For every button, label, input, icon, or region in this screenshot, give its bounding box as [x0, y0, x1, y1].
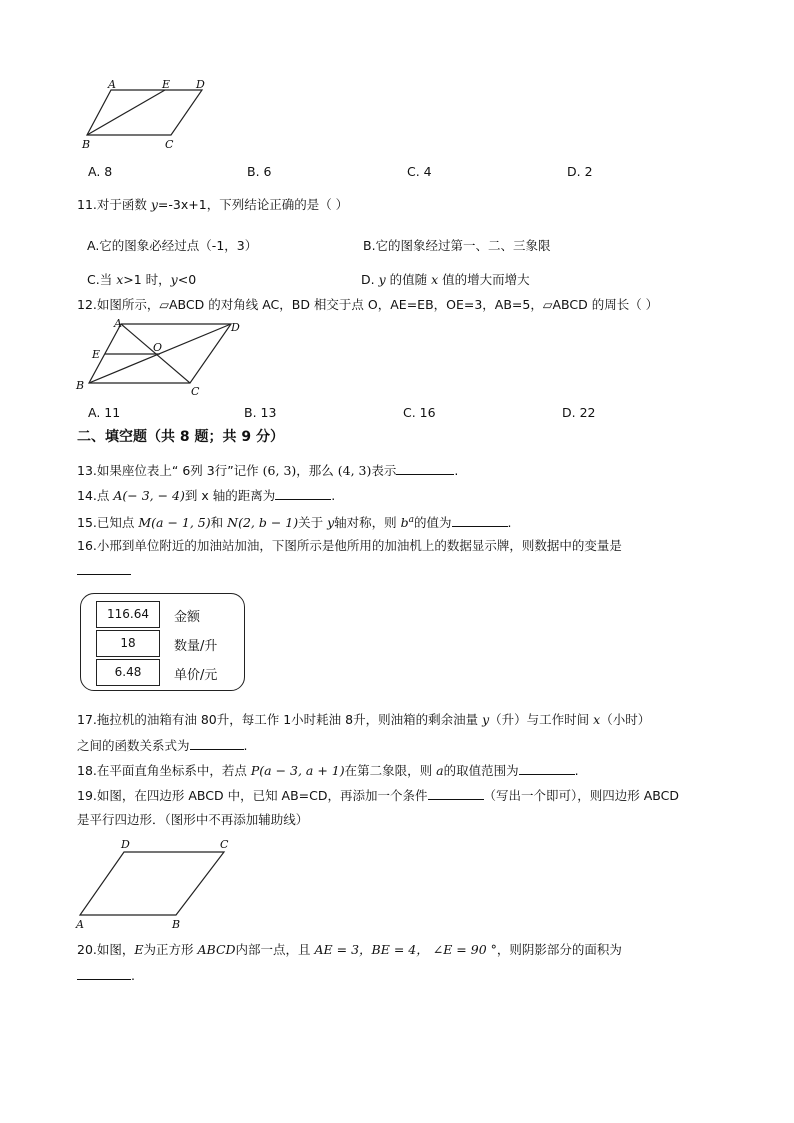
q17-stem-line1: 17.拖拉机的油箱有油 80升，每工作 1小时耗油 8升，则油箱的剩余油量 y（升）与工作时间 x（小时） — [77, 712, 651, 727]
q19-stem-line1: 19.如图，在四边形 ABCD 中，已知 AB=CD，再添加一个条件 （写出一个即可），则四边形 ABCD — [77, 788, 679, 803]
q10-parallelogram-shape — [87, 90, 202, 135]
q19-label-b: B — [172, 918, 181, 931]
q16-amount-value: 116.64 — [96, 601, 160, 628]
q17-stem-line2: 之间的函数关系式为 . — [77, 738, 248, 753]
q16-unit-price-label: 单价/元 — [174, 668, 218, 683]
q18-answer-blank[interactable] — [519, 761, 575, 775]
q11-option-b: B.它的图象经过第一、二、三象限 — [363, 238, 551, 253]
q10-parallelogram-figure — [78, 78, 218, 150]
q12-label-e: E — [92, 348, 101, 361]
q14-answer-blank[interactable] — [275, 486, 331, 500]
q19-answer-blank[interactable] — [428, 786, 484, 800]
q12-option-d: D. 22 — [562, 405, 596, 420]
q12-label-b: B — [76, 379, 85, 392]
q17-answer-blank[interactable] — [190, 736, 244, 750]
q11-option-a: A.它的图象必经过点（-1，3） — [87, 238, 258, 253]
q10-label-e: E — [162, 78, 171, 91]
q12-parallelogram-figure — [72, 315, 252, 400]
q19-label-d: D — [121, 838, 130, 851]
q12-label-c: C — [191, 385, 200, 398]
q20-stem: 20.如图，E为正方形 ABCD内部一点，且 AE = 3，BE = 4， ∠E = 90 °，则阴影部分的面积为 — [77, 942, 622, 957]
q10-label-c: C — [165, 138, 174, 150]
q13-stem: 13.如果座位表上“ 6列 3行”记作 (6, 3)，那么 (4, 3)表示 . — [77, 463, 459, 478]
q13-answer-blank[interactable] — [396, 461, 454, 475]
q19-quadrilateral-shape — [80, 852, 224, 915]
q11-option-c: C.当 x>1 时，y<0 — [87, 272, 197, 287]
q18-stem: 18.在平面直角坐标系中，若点 P(a − 3, a + 1)在第二象限，则 a的取值范围为 . — [77, 763, 579, 778]
q10-label-b: B — [82, 138, 91, 150]
q16-amount-label: 金额 — [174, 610, 201, 625]
q16-answer-blank[interactable] — [77, 561, 131, 575]
q10-option-c: C. 4 — [407, 164, 432, 179]
q10-option-a: A. 8 — [88, 164, 113, 179]
q15-stem: 15.已知点 M(a − 1, 5)和 N(2, b − 1)关于 y轴对称，则 $b^a$的值为 . — [77, 515, 512, 531]
q10-label-d: D — [196, 78, 205, 91]
q12-label-o: O — [153, 341, 163, 354]
q12-stem: 12.如图所示，▱ABCD 的对角线 AC，BD 相交于点 O，AE=EB，OE=3，AB=5，▱ABCD 的周长（ ） — [77, 297, 659, 312]
q16-fuel-display-panel — [80, 593, 245, 691]
q10-label-a: A — [108, 78, 116, 91]
q16-quantity-label: 数量/升 — [174, 639, 218, 654]
q16-unit-price-value: 6.48 — [96, 659, 160, 686]
section-title-fill-in: 二、填空题（共 8 题；共 9 分） — [77, 429, 284, 445]
q12-option-a: A. 11 — [88, 405, 121, 420]
q12-label-d: D — [231, 321, 240, 334]
q11-stem: 11.对于函数 y=-3x+1，下列结论正确的是（ ） — [77, 197, 349, 212]
q19-quadrilateral-figure — [72, 835, 242, 935]
q16-quantity-value: 18 — [96, 630, 160, 657]
q20-answer-line: . — [77, 966, 135, 985]
q19-label-c: C — [220, 838, 229, 851]
q20-answer-blank[interactable] — [77, 966, 131, 980]
q10-option-d: D. 2 — [567, 164, 593, 179]
q12-label-a: A — [114, 317, 122, 330]
q12-option-b: B. 13 — [244, 405, 277, 420]
q12-option-c: C. 16 — [403, 405, 436, 420]
q19-label-a: A — [76, 918, 84, 931]
q19-stem-line2: 是平行四边形．（图形中不再添加辅助线） — [77, 812, 309, 827]
q15-answer-blank[interactable] — [452, 513, 508, 527]
q16-stem: 16.小邢到单位附近的加油站加油，下图所示是他所用的加油机上的数据显示牌，则数据中的变量是 — [77, 538, 622, 553]
q11-option-d: D. y 的值随 x 值的增大而增大 — [361, 272, 530, 287]
q10-option-b: B. 6 — [247, 164, 272, 179]
q14-stem: 14.点 A(− 3, − 4)到 x 轴的距离为 . — [77, 488, 336, 503]
